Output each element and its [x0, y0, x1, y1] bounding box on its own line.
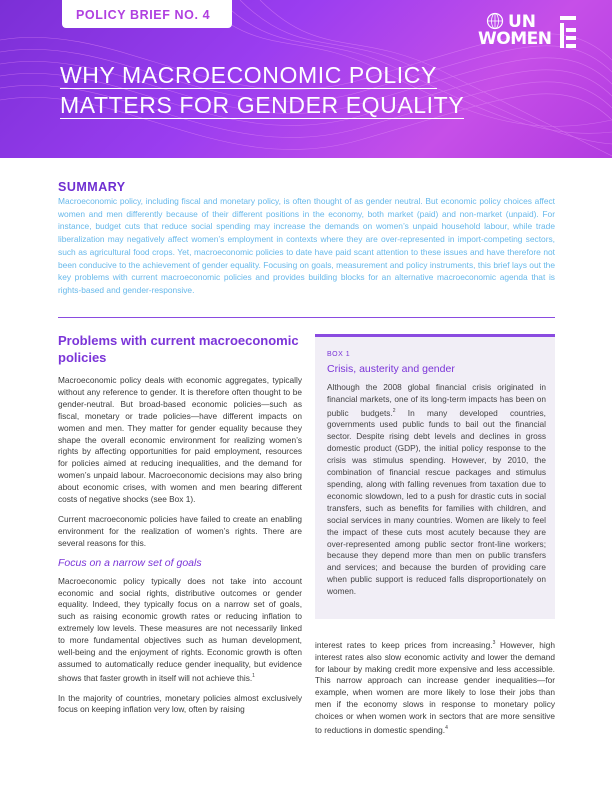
subheading: Focus on a narrow set of goals [58, 556, 202, 569]
policy-brief-tab [62, 0, 232, 28]
logo-women-text: WOMEN [478, 29, 552, 49]
footnote-ref: 4 [445, 725, 448, 732]
series-label: POLICY BRIEF NO. 4 [76, 8, 211, 22]
box-top-rule [315, 334, 555, 337]
box-title: Crisis, austerity and gender [327, 363, 455, 375]
box-1 [315, 334, 555, 619]
title-line-2: MATTERS FOR GENDER EQUALITY [60, 92, 465, 118]
section-heading: Problems with current macroeconomic policies [58, 333, 299, 365]
paragraph-3: Macroeconomic policy typically does not take into account economic and social rights, distributive outcomes or gender equality. Indeed, they typically focus on a narrow set of goals, such as raising economic growth rates or reducing inflation to extremely low levels. These measures are not necessarily linked to more fundamental objectives such as human development, well-being and the enjoyment of rights. Economic growth is often assumed to automatically reduce gender inequality, but evidence shows that faster growth in itself will not achieve this.$^1$ [58, 575, 302, 683]
right-column-text: interest rates to keep prices from increasing.$^3$ However, high interest rates also slow economic activity and lower the demand for labour by making credit more expensive and less accessible. This narrow approach can increase gender inequalities—for example, when women are more likely to lose their jobs than men if the economy slows in response to monetary policy choices or when women work in sectors that are more sensitive to reductions in domestic spending.$^4$ [315, 639, 555, 735]
footnote-ref: 3 [492, 640, 496, 646]
paragraph-1: Macroeconomic policy deals with economic aggregates, typically without any reference to gender. It is therefore often thought to be gender-neutral. But broad-based economic policies—such as fiscal, monetary or trade policies—have different impacts on women and men. They matter for gender equality because they shape the overall economic environment for realizing women’s rights by affecting opportunities for paid employment, resources for policies aimed at reducing inequalities, and the demand for women’s unpaid labour. Macroeconomic decisions may also bring about economic crises, with women and men bearing different costs of negative shocks (see Box 1). [58, 375, 302, 505]
page-title [60, 60, 500, 120]
footnote-ref: 1 [252, 672, 255, 679]
un-women-logo [478, 12, 578, 50]
paragraph-2: Current macroeconomic policies have failed to create an enabling environment for the realization of women’s rights. There are several reasons for this. [58, 513, 302, 548]
paragraph-4: In the majority of countries, monetary policies almost exclusively focus on keeping inflation very low, often by raising [58, 692, 302, 715]
section-divider [58, 317, 555, 318]
logo-equality-bars-icon [560, 16, 576, 48]
footnote-ref: 2 [392, 407, 396, 414]
un-globe-icon [486, 12, 504, 30]
box-text: Although the 2008 global financial crisis originated in financial markets, one of its long-term impacts has been on public budgets.$^2$ In many developed countries, governments used public funds to bail out the financial sector. Despite rising debt levels and declines in gross domestic product (GDP), the initial policy response to the crisis was stimulus spending. However, by 2010, the combination of financial rescue packages and stimulus spending, along with falling revenues from taxation due to economic slowdown, led to a push for drastic cuts in social transfers, such as benefits for families with children, and social services in many countries. Women are likely to feel the impact of these cuts most acutely because they are over-represented among public sector front-line workers; because they depend more than men on public transfers and services; and because the burden of providing care when public support is reduced falls disproportionately on women. [327, 382, 546, 597]
logo-un-text: UN [508, 12, 537, 32]
box-label: BOX 1 [327, 351, 351, 358]
left-column [58, 332, 302, 724]
hero-banner [0, 0, 612, 158]
summary-text: Macroeconomic policy, including fiscal and monetary policy, is often thought of as gender neutral. But economic policy choices affect women and men differently because of their different positions in the economy, both market (paid) and non-market (unpaid). For instance, budget cuts that reduce social spending may increase the demands on women’s unpaid household labour, while trade liberalization may negatively affect women’s employment in contexts where they are over-represented in import-competing sectors, such as agricultural food crops. Yet, macroeconomic policies to date have paid scant attention to these issues and have therefore not been conducive to the achievement of gender equality. Focusing on goals, measurement and policy instruments, this brief lays out the key problems with current macroeconomic policies and provides building blocks for an alternative macroeconomic agenda that is rights-based and gender-responsive. [58, 196, 555, 295]
title-line-1: WHY MACROECONOMIC POLICY [60, 62, 437, 88]
summary-heading: SUMMARY [58, 180, 126, 194]
